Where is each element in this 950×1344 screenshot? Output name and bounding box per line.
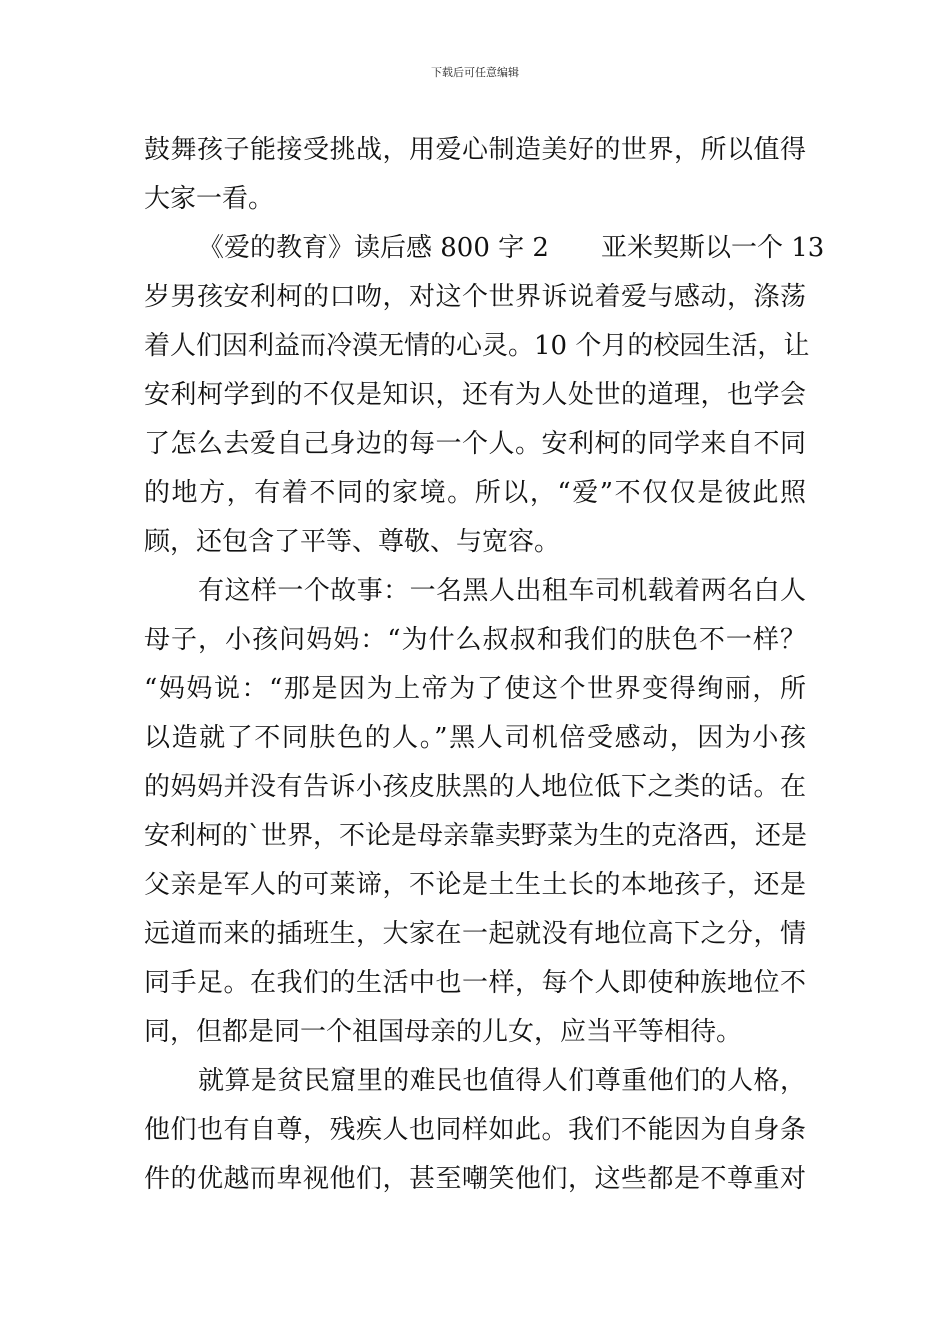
page-header-note: 下载后可任意编辑 xyxy=(431,66,519,79)
text-line: 《爱的教育》读后感 800 字 2 亚米契斯以一个 13 xyxy=(198,233,825,263)
text-line: 他们也有自尊，残疾人也同样如此。我们不能因为自身条 xyxy=(144,1115,806,1145)
text-line: 顾，还包含了平等、尊敬、与宽容。 xyxy=(144,527,561,557)
text-line: 同手足。在我们的生活中也一样，每个人即使种族地位不 xyxy=(144,968,806,998)
body-text xyxy=(144,126,825,1204)
text-line: 的地方，有着不同的家境。所以，“爱”不仅仅是彼此照 xyxy=(144,478,806,508)
text-line: 岁男孩安利柯的口吻，对这个世界诉说着爱与感动，涤荡 xyxy=(144,282,806,312)
text-line: 有这样一个故事：一名黑人出租车司机载着两名白人 xyxy=(198,576,806,606)
text-line: 鼓舞孩子能接受挑战，用爱心制造美好的世界，所以值得 xyxy=(144,135,806,165)
text-line: 安利柯学到的不仅是知识，还有为人处世的道理，也学会 xyxy=(144,380,806,410)
text-line: “妈妈说：“那是因为上帝为了使这个世界变得绚丽，所 xyxy=(144,674,806,704)
text-line: 父亲是军人的可莱谛，不论是土生土长的本地孩子，还是 xyxy=(144,870,806,900)
text-line: 着人们因利益而冷漠无情的心灵。10 个月的校园生活，让 xyxy=(144,331,810,361)
text-line: 的妈妈并没有告诉小孩皮肤黑的人地位低下之类的话。在 xyxy=(144,772,806,802)
text-line: 以造就了不同肤色的人。”黑人司机倍受感动，因为小孩 xyxy=(144,723,806,753)
text-line: 远道而来的插班生，大家在一起就没有地位高下之分，情 xyxy=(144,919,806,949)
text-line: 就算是贫民窟里的难民也值得人们尊重他们的人格， xyxy=(198,1066,806,1096)
text-line: 件的优越而卑视他们，甚至嘲笑他们，这些都是不尊重对 xyxy=(144,1164,806,1194)
text-line: 同，但都是同一个祖国母亲的儿女，应当平等相待。 xyxy=(144,1017,743,1047)
text-line: 母子，小孩问妈妈：“为什么叔叔和我们的肤色不一样？ xyxy=(144,625,806,655)
text-line: 了怎么去爱自己身边的每一个人。安利柯的同学来自不同 xyxy=(144,429,806,459)
text-line: 安利柯的`世界，不论是母亲靠卖野菜为生的克洛西，还是 xyxy=(144,821,808,851)
text-line: 大家一看。 xyxy=(144,184,275,214)
